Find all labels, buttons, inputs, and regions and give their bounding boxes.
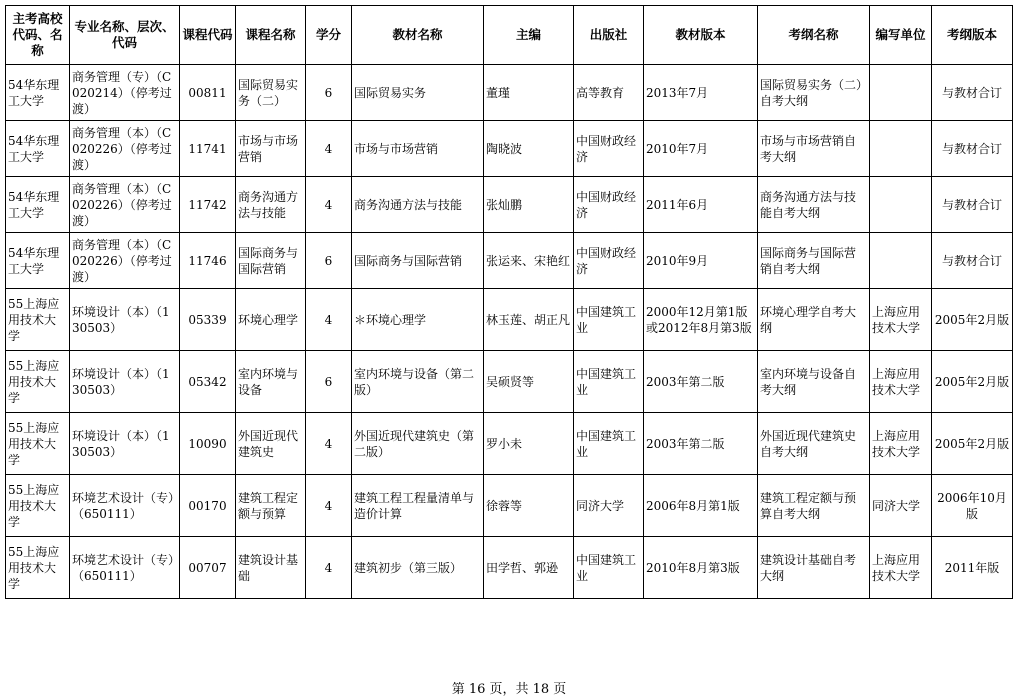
cell-syllabus: 建筑工程定额与预算自考大纲 [758,475,870,537]
cell-credits: 4 [306,121,352,177]
table-row [6,65,1013,121]
header-cell-major: 专业名称、层次、代码 [70,6,180,65]
cell-textbook-edition: 2000年12月第1版或2012年8月第3版 [644,289,758,351]
cell-major: 商务管理（专）（C020214）（停考过渡） [70,65,180,121]
cell-syllabus: 市场与市场营销自考大纲 [758,121,870,177]
cell-syllabus: 外国近现代建筑史自考大纲 [758,413,870,475]
cell-editor: 徐蓉等 [484,475,574,537]
cell-editor: 林玉莲、胡正凡 [484,289,574,351]
cell-publisher: 中国建筑工业 [574,537,644,599]
cell-syllabus: 室内环境与设备自考大纲 [758,351,870,413]
cell-textbook-edition: 2006年8月第1版 [644,475,758,537]
table-row [6,537,1013,599]
cell-editor: 吴硕贤等 [484,351,574,413]
cell-publisher: 同济大学 [574,475,644,537]
cell-syllabus-edition: 2006年10月版 [932,475,1013,537]
header-cell-course-name: 课程名称 [236,6,306,65]
cell-compiler: 上海应用技术大学 [870,289,932,351]
cell-course-code: 10090 [180,413,236,475]
table-row [6,233,1013,289]
header-cell-credits: 学分 [306,6,352,65]
cell-syllabus: 建筑设计基础自考大纲 [758,537,870,599]
cell-textbook: 国际贸易实务 [352,65,484,121]
cell-course-code: 00170 [180,475,236,537]
cell-textbook: 外国近现代建筑史（第二版） [352,413,484,475]
cell-textbook: ＊环境心理学 [352,289,484,351]
table-row [6,121,1013,177]
cell-major: 环境艺术设计（专）（650111） [70,537,180,599]
cell-compiler [870,177,932,233]
header-cell-syllabus-edition: 考纲版本 [932,6,1013,65]
header-cell-publisher: 出版社 [574,6,644,65]
header-cell-editor: 主编 [484,6,574,65]
table-row [6,289,1013,351]
page-number: 第 16 页，共 18 页 [451,682,567,697]
header-cell-syllabus: 考纲名称 [758,6,870,65]
cell-credits: 4 [306,413,352,475]
cell-credits: 4 [306,475,352,537]
cell-course-code: 11742 [180,177,236,233]
cell-textbook-edition: 2003年第二版 [644,413,758,475]
cell-editor: 张灿鹏 [484,177,574,233]
cell-course-name: 市场与市场营销 [236,121,306,177]
cell-course-code: 05339 [180,289,236,351]
cell-compiler [870,233,932,289]
cell-credits: 6 [306,65,352,121]
cell-publisher: 中国建筑工业 [574,289,644,351]
cell-compiler: 上海应用技术大学 [870,413,932,475]
header-cell-compiler: 编写单位 [870,6,932,65]
cell-course-name: 商务沟通方法与技能 [236,177,306,233]
cell-textbook-edition: 2010年9月 [644,233,758,289]
cell-major: 环境设计（本）（130503） [70,413,180,475]
cell-credits: 6 [306,233,352,289]
cell-textbook: 建筑工程工程量清单与造价计算 [352,475,484,537]
cell-syllabus-edition: 与教材合订 [932,233,1013,289]
cell-textbook-edition: 2003年第二版 [644,351,758,413]
cell-major: 商务管理（本）（C020226）（停考过渡） [70,177,180,233]
cell-publisher: 中国财政经济 [574,177,644,233]
cell-university: 55上海应用技术大学 [6,475,70,537]
table-row [6,413,1013,475]
cell-university: 54华东理工大学 [6,65,70,121]
table-row [6,475,1013,537]
header-cell-textbook-edition: 教材版本 [644,6,758,65]
cell-publisher: 中国建筑工业 [574,351,644,413]
cell-compiler: 上海应用技术大学 [870,537,932,599]
header-row [6,6,1013,65]
cell-syllabus: 商务沟通方法与技能自考大纲 [758,177,870,233]
cell-course-name: 国际商务与国际营销 [236,233,306,289]
cell-compiler: 同济大学 [870,475,932,537]
cell-textbook-edition: 2010年7月 [644,121,758,177]
cell-credits: 4 [306,177,352,233]
cell-course-name: 室内环境与设备 [236,351,306,413]
cell-textbook-edition: 2011年6月 [644,177,758,233]
table-row [6,177,1013,233]
cell-compiler [870,65,932,121]
cell-compiler: 上海应用技术大学 [870,351,932,413]
cell-editor: 田学哲、郭逊 [484,537,574,599]
cell-publisher: 中国建筑工业 [574,413,644,475]
cell-course-code: 11741 [180,121,236,177]
cell-textbook-edition: 2013年7月 [644,65,758,121]
cell-syllabus-edition: 2011年版 [932,537,1013,599]
cell-university: 55上海应用技术大学 [6,289,70,351]
cell-course-code: 11746 [180,233,236,289]
cell-editor: 罗小未 [484,413,574,475]
cell-course-name: 外国近现代建筑史 [236,413,306,475]
cell-syllabus: 国际贸易实务（二）自考大纲 [758,65,870,121]
cell-credits: 6 [306,351,352,413]
cell-textbook-edition: 2010年8月第3版 [644,537,758,599]
cell-major: 环境设计（本）（130503） [70,289,180,351]
cell-major: 环境艺术设计（专）（650111） [70,475,180,537]
cell-major: 商务管理（本）（C020226）（停考过渡） [70,233,180,289]
cell-syllabus-edition: 与教材合订 [932,121,1013,177]
cell-course-name: 国际贸易实务（二） [236,65,306,121]
cell-credits: 4 [306,537,352,599]
cell-major: 商务管理（本）（C020226）（停考过渡） [70,121,180,177]
cell-syllabus-edition: 2005年2月版 [932,289,1013,351]
cell-publisher: 中国财政经济 [574,233,644,289]
cell-publisher: 中国财政经济 [574,121,644,177]
cell-textbook: 市场与市场营销 [352,121,484,177]
cell-university: 54华东理工大学 [6,121,70,177]
cell-textbook: 国际商务与国际营销 [352,233,484,289]
cell-course-code: 05342 [180,351,236,413]
cell-university: 54华东理工大学 [6,177,70,233]
cell-course-code: 00811 [180,65,236,121]
cell-editor: 张运来、宋艳红 [484,233,574,289]
cell-syllabus: 国际商务与国际营销自考大纲 [758,233,870,289]
cell-textbook: 建筑初步（第三版） [352,537,484,599]
header-cell-textbook: 教材名称 [352,6,484,65]
cell-course-name: 建筑工程定额与预算 [236,475,306,537]
cell-university: 55上海应用技术大学 [6,413,70,475]
cell-university: 54华东理工大学 [6,233,70,289]
cell-course-code: 00707 [180,537,236,599]
cell-syllabus-edition: 与教材合订 [932,65,1013,121]
header-cell-university: 主考高校代码、名称 [6,6,70,65]
cell-syllabus-edition: 2005年2月版 [932,413,1013,475]
cell-textbook: 室内环境与设备（第二版） [352,351,484,413]
cell-university: 55上海应用技术大学 [6,351,70,413]
cell-major: 环境设计（本）（130503） [70,351,180,413]
header-cell-course-code: 课程代码 [180,6,236,65]
cell-credits: 4 [306,289,352,351]
cell-textbook: 商务沟通方法与技能 [352,177,484,233]
cell-syllabus-edition: 与教材合订 [932,177,1013,233]
cell-syllabus-edition: 2005年2月版 [932,351,1013,413]
course-textbook-table [5,5,1013,599]
cell-compiler [870,121,932,177]
cell-course-name: 建筑设计基础 [236,537,306,599]
cell-course-name: 环境心理学 [236,289,306,351]
cell-editor: 董瑾 [484,65,574,121]
cell-publisher: 高等教育 [574,65,644,121]
cell-editor: 陶晓波 [484,121,574,177]
cell-syllabus: 环境心理学自考大纲 [758,289,870,351]
cell-university: 55上海应用技术大学 [6,537,70,599]
table-row [6,351,1013,413]
